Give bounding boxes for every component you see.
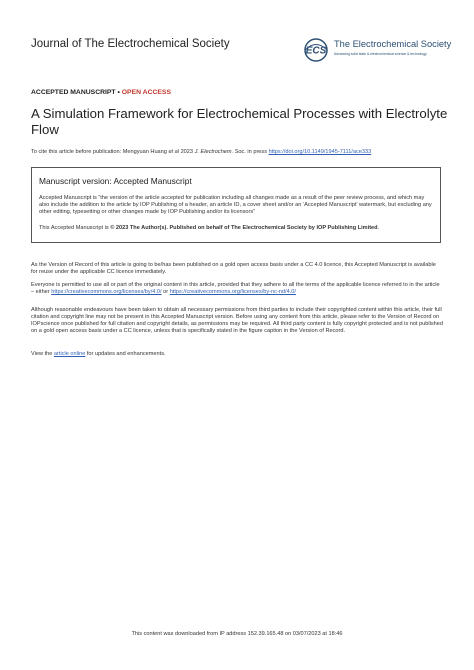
ecs-logo bbox=[301, 38, 451, 62]
third-party-content-paragraph: Although reasonable endeavours have been taken to obtain all necessary permissions from third parties to include their copyrighted content within this article, their full citation and copyright line may not be present in this Accepted Manuscript version. Before using any content from this article, please refer to the Version of Record on IOPscience once published for full citation and copyright details, as permissions may be required. All third party content is fully copyright protected and is not published on a gold open access basis under a CC licence, unless that is specifically stated in the figure caption in the Version of Record. bbox=[31, 307, 443, 334]
copyright-holder: © 2023 The Author(s). Published on behalf of The Electrochemical Society by IOP Publishing Limited bbox=[110, 225, 378, 231]
doi-link[interactable]: https://doi.org/10.1149/1945-7111/ace333 bbox=[268, 149, 372, 155]
status-separator: • bbox=[115, 89, 122, 96]
copyright-suffix: . bbox=[377, 225, 380, 231]
cc-by-nc-nd-link[interactable]: https://creativecommons.org/licenses/by-nc-nd/4.0/ bbox=[169, 289, 296, 295]
citation-line bbox=[31, 149, 451, 156]
accepted-manuscript-definition: Accepted Manuscript is “the version of the article accepted for publication including all changes made as a result of the peer review process, and which may also include the addition to the article by IOP Publishing of a header, an article ID, a cover sheet and/or an ‘Accepted Manuscript’ watermark, but excluding any other editing, typesetting or other changes made by IOP Publishing and/or its licensors” bbox=[39, 195, 432, 215]
copyright-prefix: This Accepted Manuscript is bbox=[39, 225, 111, 231]
manuscript-version-box bbox=[31, 167, 441, 243]
article-title: A Simulation Framework for Electrochemical Processes with Electrolyte Flow bbox=[31, 106, 448, 137]
version-of-record-paragraph: As the Version of Record of this article is going to be/has been published on a gold open access basis under a CC 4.0 licence, this Accepted Manuscript is available for reuse under the applicable CC licence immediately. bbox=[31, 262, 436, 275]
accepted-label: ACCEPTED MANUSCRIPT bbox=[31, 89, 116, 96]
ecs-logo-icon bbox=[301, 38, 331, 62]
licence-text: Everyone is permitted to use all or part of the original content in this article, provided that they adhere to all the terms of the applicable licence referred to in the article – either bbox=[31, 282, 440, 295]
article-online-link[interactable]: article online bbox=[53, 351, 86, 357]
view-online-paragraph bbox=[31, 351, 443, 358]
cite-year: 2023 bbox=[179, 149, 195, 155]
copyright-statement bbox=[39, 225, 435, 232]
manuscript-version-heading: Manuscript version: Accepted Manuscript bbox=[39, 176, 192, 186]
view-prefix: View the bbox=[31, 351, 54, 357]
licence-or: or bbox=[161, 289, 170, 295]
open-access-label: OPEN ACCESS bbox=[121, 89, 171, 96]
society-tagline: Advancing solid state & electrochemical science & technology bbox=[334, 52, 427, 56]
cite-etal: et al bbox=[168, 149, 180, 155]
licence-paragraph bbox=[31, 282, 443, 296]
cc-by-link[interactable]: https://creativecommons.org/licenses/by/4.0/ bbox=[51, 289, 162, 295]
cite-journal: J. Electrochem. Soc. bbox=[194, 149, 246, 155]
manuscript-status bbox=[31, 89, 171, 96]
download-footer: This content was downloaded from IP address 152.39.165.48 on 03/07/2023 at 18:46 bbox=[131, 631, 343, 637]
view-suffix: for updates and enhancements. bbox=[85, 351, 166, 357]
logo-mark: ECS bbox=[305, 45, 327, 57]
journal-title: Journal of The Electrochemical Society bbox=[31, 38, 230, 50]
cite-prefix: To cite this article before publication: Mengyuan Huang bbox=[31, 149, 169, 155]
cite-suffix: in press bbox=[245, 149, 269, 155]
society-name: The Electrochemical Society bbox=[334, 39, 452, 49]
